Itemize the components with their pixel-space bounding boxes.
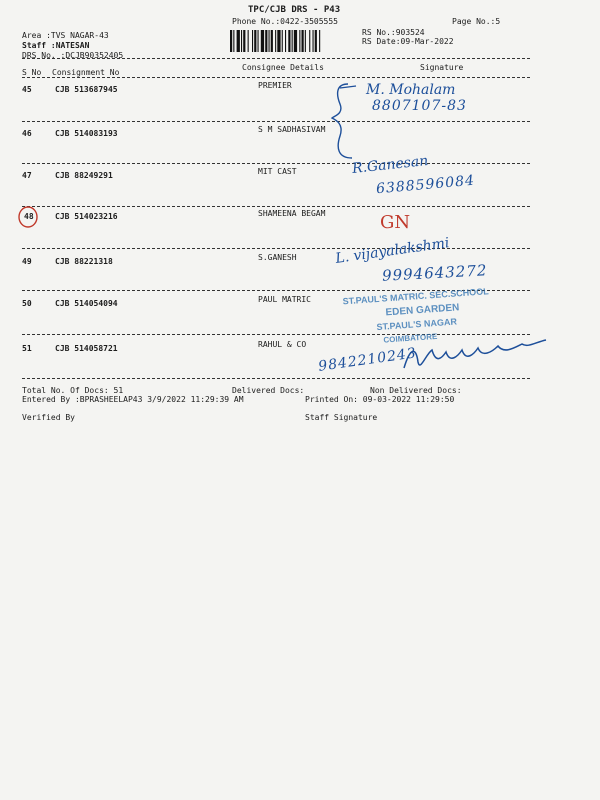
row-divider [22,121,530,122]
row-consignment: CJB 514058721 [55,344,118,353]
entered-by: Entered By :BPRASHEELAP43 3/9/2022 11:29:39 AM [22,395,244,404]
printed-on: Printed On: 09-03-2022 11:29:50 [305,395,455,404]
area-label: Area :TVS NAGAR-43 [22,31,109,40]
rs-number: RS No.:903524 [362,28,425,37]
handwritten-phone: 9842210243 [317,345,418,375]
column-header-signature: Signature [420,63,464,72]
row-consignment: CJB 514054094 [55,299,118,308]
row-consignee: PAUL MATRIC [258,295,311,304]
row-consignment: CJB 88249291 [55,171,113,180]
row-divider [22,248,530,249]
row-sno: 46 [22,129,32,138]
circle-mark-icon [16,205,40,229]
row-sno: 50 [22,299,32,308]
row-divider [22,206,530,207]
handwritten-initials: GN [380,212,411,233]
non-delivered-docs: Non Delivered Docs: [370,386,462,395]
row-consignee: S.GANESH [258,253,297,262]
staff-label: Staff :NATESAN [22,41,90,50]
row-divider [22,378,530,379]
row-consignment: CJB 513687945 [55,85,118,94]
divider [22,58,530,59]
handwritten-phone: 8807107-83 [372,98,467,114]
row-consignment: CJB 514023216 [55,212,118,221]
handwritten-name: L. vijayalakshmi [334,235,451,267]
stamp-line: ST.PAUL'S MATRIC. SEC.SCHOOL [342,286,489,307]
handwritten-phone: 9994643272 [381,261,488,285]
row-sno: 47 [22,171,32,180]
row-consignment: CJB 514083193 [55,129,118,138]
delivered-docs: Delivered Docs: [232,386,305,395]
handwritten-name: M. Mohalam [366,82,456,98]
stamp-line: ST.PAUL'S NAGAR [376,316,458,333]
barcode [230,30,356,52]
row-consignee: RAHUL & CO [258,340,307,349]
column-header-sno: S No [22,68,42,77]
row-sno: 49 [22,257,32,266]
staff-signature-label: Staff Signature [305,413,378,422]
page-number: Page No.:5 [452,17,501,26]
sheet-title: TPC/CJB DRS - P43 [248,5,341,15]
row-consignment: CJB 88221318 [55,257,113,266]
bracket-mark-icon [330,80,360,162]
stamp-line: EDEN GARDEN [385,302,460,319]
divider [22,77,530,78]
row-consignee: MIT CAST [258,167,297,176]
row-sno: 45 [22,85,32,94]
stamp-line: COIMBATORE [383,331,438,345]
column-header-consignee: Consignee Details [242,63,324,72]
phone-number: Phone No.:0422-3505555 [232,17,338,26]
handwritten-phone: 6388596084 [375,172,476,198]
drs-number: DRS No. :DCJB90352405 [22,51,124,60]
column-header-consignment: Consignment No [52,68,120,77]
row-sno: 51 [22,344,32,353]
row-consignee: SHAMEENA BEGAM [258,209,326,218]
signature-scribble-icon [400,328,550,378]
row-consignee: S M SADHASIVAM [258,125,326,134]
handwritten-name: R.Ganesan [351,153,430,177]
total-docs: Total No. Of Docs: 51 [22,386,124,395]
verified-by-label: Verified By [22,413,75,422]
row-consignee: PREMIER [258,81,292,90]
row-divider [22,163,530,164]
rs-date: RS Date:09-Mar-2022 [362,37,454,46]
row-sno: 48 [24,212,34,221]
